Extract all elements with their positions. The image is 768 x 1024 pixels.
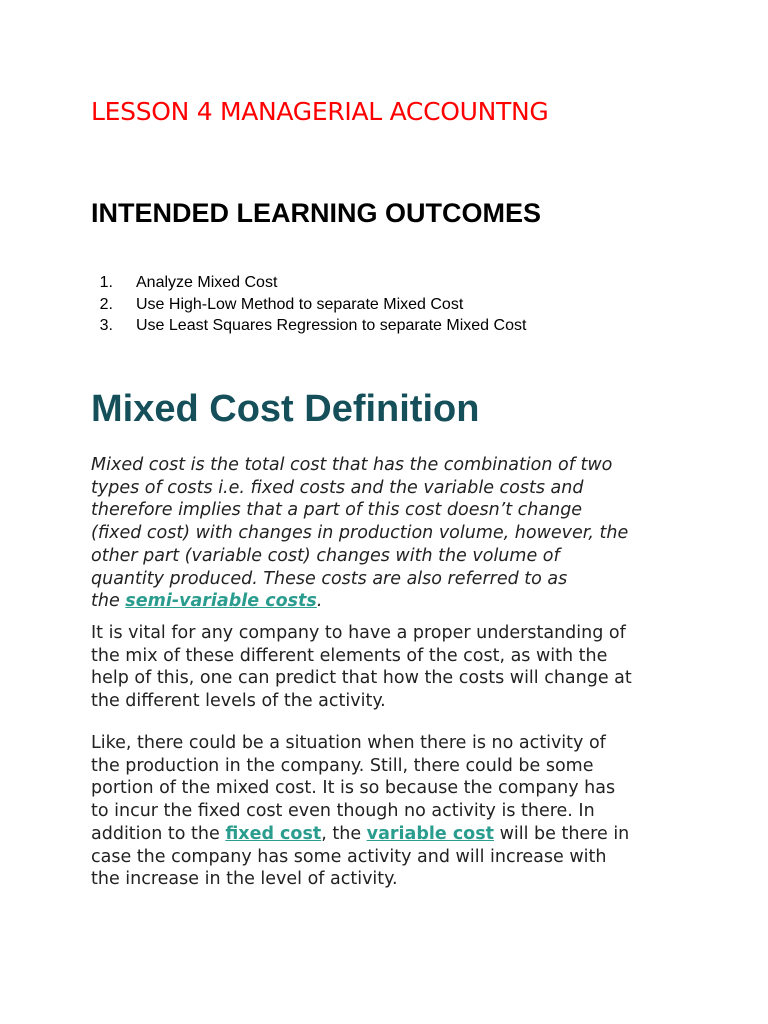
outcome-item (91, 272, 526, 294)
text-line: (fixed cost) with changes in production volume, however, the (91, 523, 629, 544)
text-line: the different levels of the activity. (91, 691, 386, 712)
text-line: It is vital for any company to have a proper understanding of (91, 623, 626, 643)
text-line (91, 590, 691, 613)
section-heading: Mixed Cost Definition (91, 388, 480, 430)
outcome-item (91, 294, 526, 316)
outcome-text: Analyze Mixed Cost (136, 274, 278, 291)
outcome-number: 3. (99, 317, 113, 334)
outcome-text: Use Least Squares Regression to separate Mixed Cost (136, 317, 527, 334)
outcome-number: 2. (99, 295, 113, 313)
outcome-text: Use High-Low Method to separate Mixed Cost (136, 295, 464, 313)
text-line: other part (variable cost) changes with the volume of (91, 545, 560, 566)
text-line: portion of the mixed cost. It is so because the company has (91, 778, 616, 799)
fixed-cost-link[interactable]: fixed cost (225, 823, 322, 844)
variable-cost-link[interactable]: variable cost (366, 823, 494, 844)
text-line: the production in the company. Still, there could be some (91, 755, 594, 776)
text-line: quantity produced. These costs are also referred to as (91, 568, 568, 589)
outcome-number: 1. (99, 274, 113, 291)
text-run: addition to the (91, 823, 226, 844)
importance-paragraph (91, 622, 691, 713)
text-run: will be there in (494, 823, 630, 844)
text-run: the (91, 591, 126, 612)
text-line: help of this, one can predict that how the costs will change at (91, 668, 632, 689)
text-line: case the company has some activity and will increase with (91, 846, 607, 867)
text-line: the mix of these different elements of the cost, as with the (91, 645, 608, 666)
outcomes-list (91, 272, 526, 337)
text-line: therefore implies that a part of this cost doesn’t change (91, 500, 583, 521)
outcomes-heading: INTENDED LEARNING OUTCOMES (91, 198, 542, 228)
text-line (91, 823, 691, 846)
semi-variable-costs-link[interactable]: semi-variable costs (125, 591, 317, 612)
text-line: types of costs i.e. fixed costs and the variable costs and (91, 477, 584, 498)
text-line: Like, there could be a situation when there is no activity of (91, 733, 606, 753)
text-line: to incur the fixed cost even though no activity is there. In (91, 801, 595, 822)
text-line: the increase in the level of activity. (91, 869, 398, 890)
lesson-title: LESSON 4 MANAGERIAL ACCOUNTNG (91, 97, 549, 126)
example-paragraph (91, 732, 691, 891)
outcome-item (91, 315, 526, 337)
text-run: . (316, 591, 323, 612)
text-line: Mixed cost is the total cost that has the combination of two (91, 455, 613, 475)
text-run: , the (321, 823, 367, 844)
definition-paragraph (91, 454, 691, 613)
